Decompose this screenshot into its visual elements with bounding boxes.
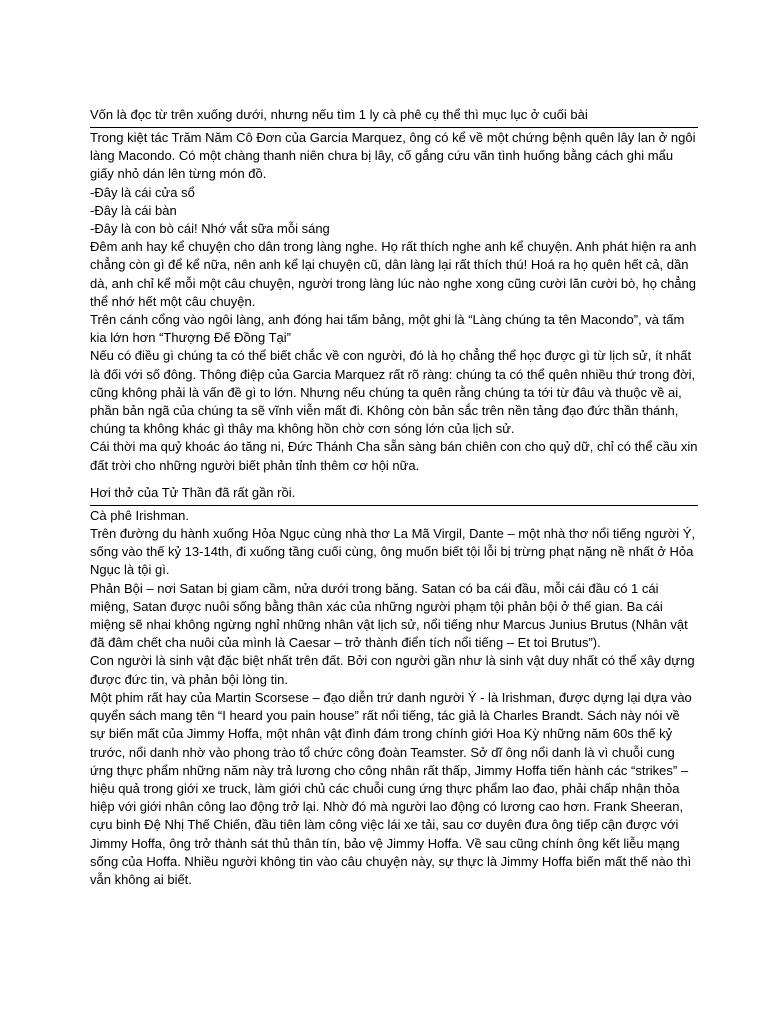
section-body-intro: [90, 128, 698, 475]
section-body-irishman: [90, 506, 698, 889]
paragraph: Phản Bội – nơi Satan bị giam cầm, nửa dưới trong băng. Satan có ba cái đầu, mỗi cái đầu có 1 cái miệng, Satan được nuôi sống bằng thân xác của những người phạm tội phản bội ở thế gian. Ba cái miệng sẽ nhai không ngừng nghỉ những nhân vật lịch sử, nổi tiếng như Marcus Junius Brutus (Nhân vật đã đâm chết cha nuôi của mình là Caesar – trở thành điển tích nổi tiếng – Et toi Brutus”).: [90, 580, 688, 651]
paragraph: Đêm anh hay kể chuyện cho dân trong làng nghe. Họ rất thích nghe anh kể chuyện. Anh phát hiện ra anh chẳng còn gì để kể nữa, nên anh kể lại chuyện cũ, dân làng lại rất thích thú! Hoá ra họ quên hết cả, dần dà, anh chỉ kể mỗi một câu chuyện, người trong làng lúc nào nghe xong cũng cười lăn cười bò, họ chẳng thể nhớ hết một câu chuyện.: [90, 239, 697, 309]
paragraph: Một phim rất hay của Martin Scorsese – đạo diễn trứ danh người Ý - là Irishman, được dựng lại dựa vào quyển sách mang tên “I heard you pain house” rất nổi tiếng, tác giả là Charles Brandt. Sách này nói về sự biến mất của Jimmy Hoffa, một nhân vật đình đám trong chính giới Hoa Kỳ những năm 60s thế kỷ trước, nổi danh nhờ vào phong trào tổ chức công đoàn Teamster. Sở dĩ ông nổi danh là vì chuỗi cung ứng thực phẩm những năm này trả lương cho công nhân rất thấp, Jimmy Hoffa tiến hành các “strikes” – hiệu quả trong giới xe truck, làm giới chủ các chuỗi cung ứng thực phẩm lao đao, phải chấp nhận thỏa hiệp với giới nhân công lao động trở lại. Nhờ đó mà người lao động có lương cao hơn. Frank Sheeran, cựu binh Đệ Nhị Thế Chiến, đầu tiên làm công việc lái xe tải, sau cơ duyên đưa ông tiếp cận được với Jimmy Hoffa, ông trở thành sát thủ thân tín, bảo vệ Jimmy Hoffa. Về sau cũng chính ông kết liễu mạng sống của Hoffa. Nhiều người không tin vào câu chuyện này, sự thực là Jimmy Hoffa biến mất thế nào thì vẫn không ai biết.: [90, 689, 692, 887]
note-line: -Đây là cái cửa sổ: [90, 184, 195, 200]
note-line: -Đây là con bò cái! Nhớ vắt sữa mỗi sáng: [90, 221, 330, 237]
section-heading-intro: Vốn là đọc từ trên xuống dưới, nhưng nếu tìm 1 ly cà phê cụ thể thì mục lục ở cuối bài: [90, 105, 698, 128]
paragraph: Trong kiệt tác Trăm Năm Cô Đơn của Garcia Marquez, ông có kể về một chứng bệnh quên lây lan ở ngôi làng Macondo. Có một chàng thanh niên chưa bị lây, cố gắng cứu vãn tình huống bằng cách ghi mẩu giấy nhỏ dán lên từng món đồ.: [90, 130, 696, 182]
paragraph: Nếu có điều gì chúng ta có thể biết chắc về con người, đó là họ chẳng thể học được gì từ lịch sử, ít nhất là đối với số đông. Thông điệp của Garcia Marquez rất rõ ràng: chúng ta có thể quên nhiều thứ trong đời, cũng không phải là vấn đề gì to lớn. Nhưng nếu chúng ta quên rằng chúng ta tới từ đâu và thuộc về ai, phần bản ngã của chúng ta sẽ vĩnh viễn mất đi. Không còn bản sắc trên nền tảng đạo đức thần thánh, chúng ta không khác gì thây ma không hồn chờ cơn sóng lớn của lịch sử.: [90, 348, 696, 437]
paragraph: Trên đường du hành xuống Hỏa Ngục cùng nhà thơ La Mã Virgil, Dante – một nhà thơ nổi tiếng người Ý, sống vào thế kỷ 13-14th, đi xuống tầng cuối cùng, ông muốn biết tội lỗi bị trừng phạt nặng nề nhất ở Hỏa Ngục là tội gì.: [90, 526, 696, 578]
paragraph: Trên cánh cổng vào ngôi làng, anh đóng hai tấm bảng, một ghi là “Làng chúng ta tên Macondo”, và tấm kia lớn hơn “Thượng Đế Đồng Tại”: [90, 312, 685, 346]
note-line: -Đây là cái bàn: [90, 202, 177, 218]
paragraph: Cái thời ma quỷ khoác áo tăng ni, Đức Thánh Cha sẵn sàng bán chiên con cho quỷ dữ, chỉ có thể cầu xin đất trời cho những người biết phản tỉnh thêm cơ hội nữa.: [90, 439, 698, 473]
paragraph-subtitle: Cà phê Irishman.: [90, 507, 189, 523]
paragraph: Con người là sinh vật đặc biệt nhất trên đất. Bởi con người gần như là sinh vật duy nhất có thể xây dựng được đức tin, và phản bội lòng tin.: [90, 653, 695, 687]
section-heading-irishman: Hơi thở của Tử Thần đã rất gần rồi.: [90, 483, 698, 506]
